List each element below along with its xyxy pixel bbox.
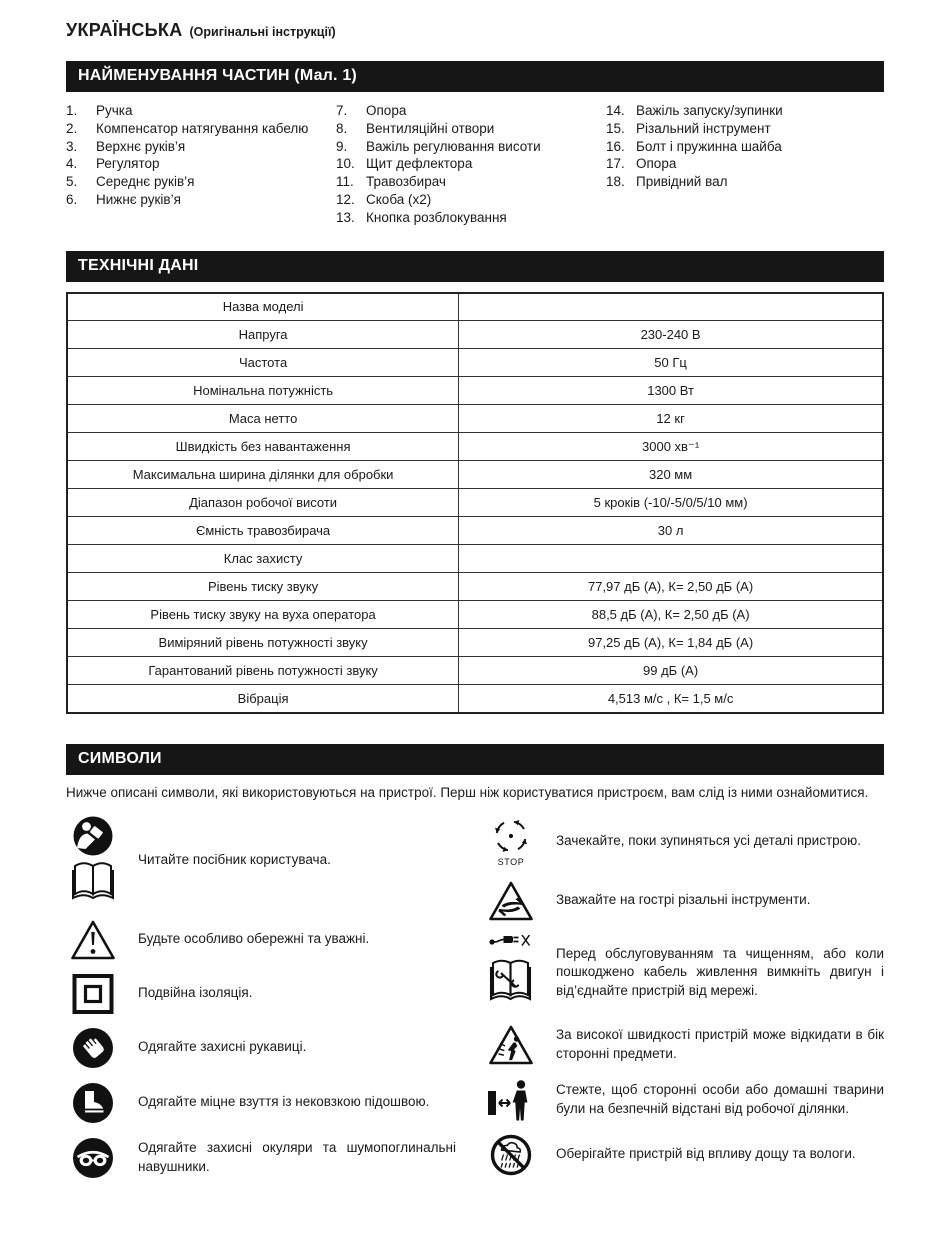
keep-bystanders-away-icon [487,1079,535,1121]
spec-value-cell: 5 кроків (-10/-5/0/5/10 мм) [459,489,883,517]
symbol-icon-cell [66,974,120,1014]
parts-column-1 [66,102,336,227]
parts-section-heading: НАЙМЕНУВАННЯ ЧАСТИН (Мал. 1) [66,61,884,92]
symbol-description: Зважайте на гострі різальні інструменти. [556,892,811,908]
part-number: 17. [606,156,625,172]
part-list-item [66,155,336,173]
specs-table-body [67,293,883,713]
part-list-item [606,155,884,173]
symbol-description: Одягайте захисні окуляри та шумопоглинальні навушники. [138,1139,456,1174]
spec-label-cell: Номінальна потужність [67,377,459,405]
spec-row [67,545,883,573]
sharp-blades-icon [488,880,534,922]
spec-value-cell: 77,97 дБ (А), К= 2,50 дБ (А) [459,573,883,601]
symbol-description: Читайте посібник користувача. [138,852,331,868]
language-title: УКРАЇНСЬКА [66,20,183,40]
part-label: Щит дефлектора [366,156,473,172]
part-list-item [66,120,336,138]
symbol-description: Стежте, щоб сторонні особи або домашні тварини були на безпечній відстані від робочої ділянки. [556,1081,884,1116]
spec-row [67,405,883,433]
spec-label-cell: Швидкість без навантаження [67,433,459,461]
spec-value-cell: 12 кг [459,405,883,433]
part-number: 18. [606,174,625,190]
part-number: 4. [66,156,78,172]
part-number: 16. [606,138,625,154]
part-label: Важіль запуску/зупинки [636,103,783,118]
spec-value-cell: 1300 Вт [459,377,883,405]
parts-list [66,102,884,227]
warning-attention-icon [70,919,116,961]
symbol-icon-cell [484,816,538,867]
symbol-icon-cell [484,1024,538,1066]
symbol-description: Подвійна ізоляція. [138,985,253,1001]
part-number: 12. [336,192,355,208]
spec-value-cell: 4,513 м/с , К= 1,5 м/с [459,685,883,713]
spec-value-cell: 30 л [459,517,883,545]
spec-label-cell: Рівень тиску звуку на вуха оператора [67,601,459,629]
specs-table [66,292,884,714]
part-list-item [606,138,884,156]
symbol-row [66,816,456,906]
part-label: Опора [366,103,407,118]
part-number: 15. [606,120,625,136]
part-list-item [66,102,336,120]
spec-row [67,489,883,517]
part-label: Скоба (x2) [366,192,432,208]
part-list-item [606,120,884,138]
part-number: 7. [336,103,348,118]
spec-label-cell: Діапазон робочої висоти [67,489,459,517]
spec-label-cell: Напруга [67,321,459,349]
symbol-row [484,1024,884,1066]
symbols-grid [66,816,884,1192]
part-number: 8. [336,120,348,136]
part-label: Компенсатор натягування кабелю [96,120,309,136]
part-number: 6. [66,192,78,208]
specs-section-heading: ТЕХНІЧНІ ДАНІ [66,251,884,282]
spec-label-cell: Рівень тиску звуку [67,573,459,601]
part-label: Кнопка розблокування [366,209,507,225]
parts-section [66,61,884,227]
symbols-column-right [484,816,884,1192]
spec-label-cell: Гарантований рівень потужності звуку [67,657,459,685]
thrown-objects-icon [488,1024,534,1066]
part-number: 2. [66,120,78,136]
spec-label-cell: Вібрація [67,685,459,713]
spec-value-cell [459,293,883,321]
spec-value-cell: 230-240 В [459,321,883,349]
no-rain-icon [490,1134,532,1176]
part-number: 13. [336,209,355,225]
spec-row [67,517,883,545]
symbol-row [484,1079,884,1121]
part-label: Регулятор [96,156,160,172]
symbol-description: За високої швидкості пристрій може відкидати в бік сторонні предмети. [556,1026,884,1061]
icon-caption: STOP [497,856,525,867]
part-label: Опора [636,156,677,172]
parts-column-3 [606,102,884,227]
part-number: 1. [66,103,78,118]
part-list-item [336,155,606,173]
symbol-icon-cell [66,816,120,906]
part-label: Верхнє руків’я [96,138,186,154]
part-list-item [336,209,606,227]
symbol-description: Одягайте міцне взуття із нековзкою підошвою. [138,1094,430,1110]
symbols-section [66,744,884,1192]
symbol-row [484,1134,884,1176]
symbol-row [66,1027,456,1069]
spec-row [67,573,883,601]
page-header [66,20,884,41]
symbol-icon-cell [66,919,120,961]
spec-row [67,685,883,713]
spec-value-cell: 3000 хв⁻¹ [459,433,883,461]
eye-ear-protection-icon [72,1137,114,1179]
part-number: 14. [606,103,625,118]
symbol-description: Одягайте захисні рукавиці. [138,1039,307,1055]
sturdy-boots-icon [72,1082,114,1124]
spec-label-cell: Клас захисту [67,545,459,573]
spec-value-cell [459,545,883,573]
part-label: Нижнє руків’я [96,192,181,208]
part-list-item [336,102,606,120]
spec-label-cell: Максимальна ширина ділянки для обробки [67,461,459,489]
spec-label-cell: Виміряний рівень потужності звуку [67,629,459,657]
symbol-row [484,880,884,922]
symbol-icon-cell [484,1079,538,1121]
part-label: Болт і пружинна шайба [636,138,782,154]
symbols-intro-text: Нижче описані символи, які використовуються на пристрої. Перш ніж користуватися пристроєм, вам слід із ними ознайомитися. [66,784,869,800]
spec-row [67,433,883,461]
part-number: 3. [66,138,78,154]
symbols-section-heading: СИМВОЛИ [66,744,884,775]
part-label: Привідний вал [636,174,728,190]
spec-label-cell: Назва моделі [67,293,459,321]
part-label: Середнє руків’я [96,174,195,190]
spec-row [67,377,883,405]
spec-row [67,601,883,629]
symbol-icon-cell [66,1082,120,1124]
parts-column-2 [336,102,606,227]
symbol-description: Будьте особливо обережні та уважні. [138,931,370,947]
protective-gloves-icon [72,1027,114,1069]
symbol-description: Оберігайте пристрій від впливу дощу та вологи. [556,1146,856,1162]
part-list-item [336,191,606,209]
part-list-item [606,173,884,191]
part-list-item [66,191,336,209]
specs-section [66,251,884,714]
symbol-description: Зачекайте, поки зупиняться усі деталі пристрою. [556,832,862,848]
spec-row [67,461,883,489]
spec-value-cell: 99 дБ (А) [459,657,883,685]
spec-label-cell: Частота [67,349,459,377]
part-label: Вентиляційні отвори [366,120,495,136]
spec-value-cell: 97,25 дБ (А), К= 1,84 дБ (А) [459,629,883,657]
symbol-row [484,816,884,867]
spec-label-cell: Ємність травозбирача [67,517,459,545]
part-number: 11. [336,174,354,190]
unplug-before-service-icon [488,935,534,1011]
spec-value-cell: 88,5 дБ (А), К= 2,50 дБ (А) [459,601,883,629]
part-label: Травозбирач [366,174,446,190]
part-list-item [336,138,606,156]
spec-row [67,349,883,377]
part-number: 5. [66,174,78,190]
symbol-icon-cell [484,935,538,1011]
symbol-icon-cell [66,1137,120,1179]
symbol-icon-cell [484,1134,538,1176]
part-label: Ручка [96,103,133,118]
part-list-item [66,173,336,191]
wait-until-stop-icon [491,816,531,856]
part-list-item [66,138,336,156]
part-list-item [606,102,884,120]
symbol-row [66,974,456,1014]
symbol-icon-cell [484,880,538,922]
part-number: 9. [336,138,348,154]
spec-label-cell: Маса нетто [67,405,459,433]
spec-row [67,293,883,321]
part-label: Важіль регулювання висоти [366,138,541,154]
part-label: Різальний інструмент [636,120,771,136]
part-list-item [336,120,606,138]
symbol-icon-cell [66,1027,120,1069]
spec-row [67,629,883,657]
symbol-row [484,935,884,1011]
symbol-row [66,1137,456,1179]
double-insulation-icon [72,974,114,1014]
read-manual-icon [71,816,115,906]
language-subtitle: (Оригінальні інструкції) [189,25,336,39]
spec-value-cell: 50 Гц [459,349,883,377]
part-list-item [336,173,606,191]
spec-row [67,321,883,349]
spec-row [67,657,883,685]
symbol-description: Перед обслуговуванням та чищенням, або коли пошкоджено кабель живлення вимкніть двигун і від’єднайте пристрій від мережі. [556,945,884,998]
spec-value-cell: 320 мм [459,461,883,489]
symbols-column-left [66,816,456,1192]
part-number: 10. [336,156,355,172]
symbol-row [66,1082,456,1124]
symbol-row [66,919,456,961]
